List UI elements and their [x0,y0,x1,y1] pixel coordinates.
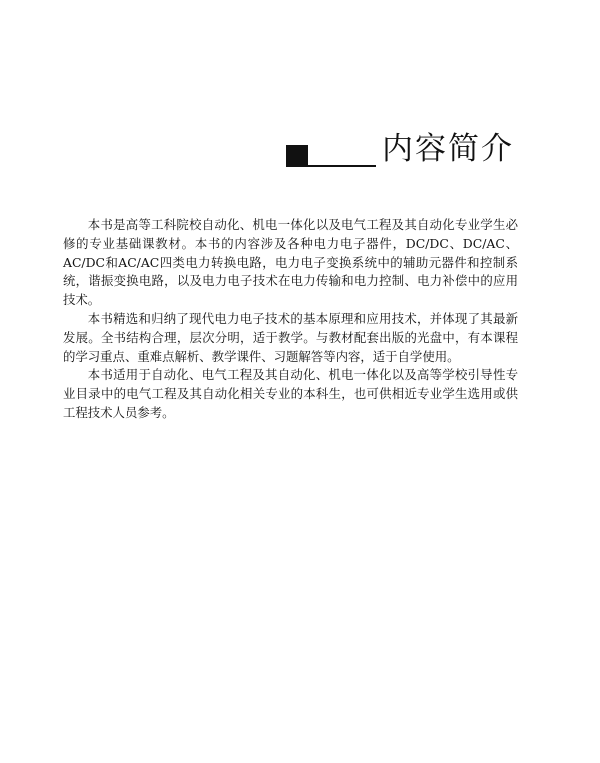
paragraph-scope: 本书是高等工科院校自动化、机电一体化以及电气工程及其自动化专业学生必修的专业基础课教材。本书的内容涉及各种电力电子器件，DC/DC、DC/AC、AC/DC和AC/AC四类电力转换电路，电力电子变换系统中的辅助元器件和控制系统，谐振变换电路，以及电力电子技术在电力传输和电力控制、电力补偿中的应用技术。 [63,217,518,308]
paragraph-features: 本书精选和归纳了现代电力电子技术的基本原理和应用技术，并体现了其最新发展。全书结构合理，层次分明，适于教学。与教材配套出版的光盘中，有本课程的学习重点、重难点解析、教学课件、习题解答等内容，适于自学使用。 [63,310,518,364]
book-introduction-text [63,216,518,423]
paragraph-audience: 本书适用于自动化、电气工程及其自动化、机电一体化以及高等学校引导性专业目录中的电气工程及其自动化相关专业的本科生，也可供相近专业学生选用或供工程技术人员参考。 [63,367,518,420]
heading-title: 内容简介 [376,131,514,167]
section-heading [286,131,518,171]
heading-square-marker [286,145,308,167]
